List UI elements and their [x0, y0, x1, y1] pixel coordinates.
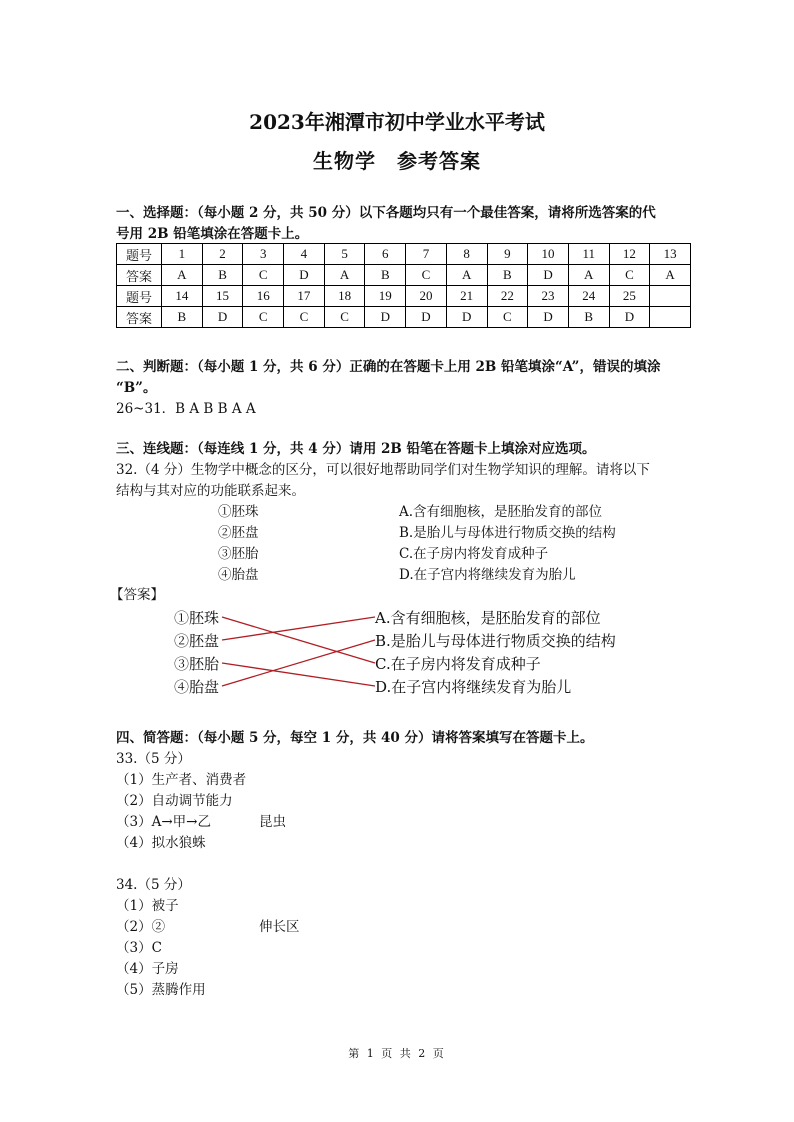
table-cell: D	[609, 307, 650, 328]
q34-answer: （3）C	[116, 940, 162, 956]
section3-heading: 三、连线题：（每连线 1 分，共 4 分）请用 2B 铅笔在答题卡上填涂对应选项。	[116, 441, 596, 457]
table-cell: A	[446, 265, 487, 286]
table-cell: 12	[609, 244, 650, 265]
table-cell: 13	[650, 244, 691, 265]
table-cell: 24	[568, 286, 609, 307]
table-cell: 2	[202, 244, 243, 265]
table-cell: D	[202, 307, 243, 328]
table-cell: 7	[406, 244, 447, 265]
table-cell: 22	[487, 286, 528, 307]
table-cell: 6	[365, 244, 406, 265]
table-cell: B	[568, 307, 609, 328]
table-cell: 9	[487, 244, 528, 265]
page-title: 2023年湘潭市初中学业水平考试	[249, 110, 545, 134]
section2-answer: 26~31．B A B B A A	[116, 401, 256, 417]
structure-item: ④胎盘	[218, 567, 259, 583]
table-cell: A	[650, 265, 691, 286]
table-cell: 4	[284, 244, 325, 265]
table-header-cell: 答案	[117, 307, 162, 328]
structure-item: ②胚盘	[218, 525, 259, 541]
q33-answer: （1）生产者、消费者	[116, 772, 247, 788]
match-line-3-D	[222, 663, 375, 686]
table-cell: C	[284, 307, 325, 328]
page-footer: 第 1 页 共 2 页	[348, 1047, 446, 1060]
table-cell: C	[243, 265, 284, 286]
q34-answer: （1）被子	[116, 898, 179, 914]
table-cell: B	[365, 265, 406, 286]
section1-heading-line1: 一、选择题：（每小题 2 分，共 50 分）以下各题均只有一个最佳答案，请将所选答案的代	[116, 205, 656, 221]
table-header-cell: 题号	[117, 286, 162, 307]
answer-structure-item: ②胚盘	[174, 632, 220, 650]
q33-answer: （3）A→甲→乙	[116, 814, 211, 830]
table-cell: D	[446, 307, 487, 328]
table-cell: C	[324, 307, 365, 328]
answer-structure-item: ③胚胎	[174, 655, 220, 673]
table-cell: C	[487, 307, 528, 328]
table-cell: B	[162, 307, 203, 328]
table-cell: 10	[528, 244, 569, 265]
table-cell: 11	[568, 244, 609, 265]
function-item: C.在子房内将发育成种子	[399, 546, 549, 562]
section2-heading-line1: 二、判断题：（每小题 1 分，共 6 分）正确的在答题卡上用 2B 铅笔填涂“A”，错误的填涂	[116, 359, 661, 375]
table-cell: D	[284, 265, 325, 286]
match-line-4-B	[222, 640, 375, 686]
answer-function-item: D.在子宫内将继续发育为胎儿	[375, 678, 572, 696]
q33-title: 33.（5 分）	[116, 751, 191, 767]
table-cell: 1	[162, 244, 203, 265]
table-cell: A	[568, 265, 609, 286]
function-item: A.含有细胞核，是胚胎发育的部位	[399, 504, 603, 520]
table-cell: 20	[406, 286, 447, 307]
table-cell: D	[528, 307, 569, 328]
table-cell: 5	[324, 244, 365, 265]
table-cell: 23	[528, 286, 569, 307]
section2-heading-line2: “B”。	[116, 380, 157, 396]
table-cell: D	[528, 265, 569, 286]
table-cell: 17	[284, 286, 325, 307]
table-cell: C	[406, 265, 447, 286]
table-cell: 25	[609, 286, 650, 307]
page-subtitle: 生物学 参考答案	[313, 149, 481, 173]
answer-function-item: A.含有细胞核，是胚胎发育的部位	[375, 609, 601, 627]
q32-text-line1: 32.（4 分）生物学中概念的区分，可以很好地帮助同学们对生物学知识的理解。请将以下	[116, 462, 650, 478]
table-cell: C	[609, 265, 650, 286]
q34-answer: 伸长区	[259, 919, 300, 935]
table-cell: A	[162, 265, 203, 286]
table-cell: D	[406, 307, 447, 328]
q34-title: 34.（5 分）	[116, 877, 191, 893]
answer-function-item: B.是胎儿与母体进行物质交换的结构	[375, 632, 616, 650]
table-header-cell: 答案	[117, 265, 162, 286]
table-cell: 15	[202, 286, 243, 307]
table-cell: B	[202, 265, 243, 286]
table-cell: A	[324, 265, 365, 286]
answer-structure-item: ①胚珠	[174, 609, 220, 627]
table-cell: 14	[162, 286, 203, 307]
table-cell: 16	[243, 286, 284, 307]
table-cell: 8	[446, 244, 487, 265]
q32-text-line2: 结构与其对应的功能联系起来。	[116, 483, 305, 499]
match-line-2-A	[222, 617, 375, 640]
table-cell: 21	[446, 286, 487, 307]
table-cell: B	[487, 265, 528, 286]
section4-heading: 四、简答题：（每小题 5 分，每空 1 分，共 40 分）请将答案填写在答题卡上。	[116, 730, 594, 746]
table-header-cell: 题号	[117, 244, 162, 265]
answer-function-item: C.在子房内将发育成种子	[375, 655, 541, 673]
table-cell: C	[243, 307, 284, 328]
function-item: B.是胎儿与母体进行物质交换的结构	[399, 525, 616, 541]
q33-answer: （4）拟水狼蛛	[116, 835, 206, 851]
q34-answer: （5）蒸腾作用	[116, 982, 206, 998]
function-item: D.在子宫内将继续发育为胎儿	[399, 567, 576, 583]
q34-answer: （4）子房	[116, 961, 179, 977]
q33-answer: 昆虫	[259, 814, 286, 830]
table-cell: 3	[243, 244, 284, 265]
table-cell: 19	[365, 286, 406, 307]
answer-label: 【答案】	[110, 587, 164, 603]
structure-item: ①胚珠	[218, 504, 259, 520]
match-line-1-C	[222, 617, 375, 663]
section1-heading-line2: 号用 2B 铅笔填涂在答题卡上。	[116, 226, 309, 242]
table-cell: D	[365, 307, 406, 328]
q34-answer: （2）②	[116, 919, 166, 935]
table-cell: 18	[324, 286, 365, 307]
q33-answer: （2）自动调节能力	[116, 793, 233, 809]
answer-structure-item: ④胎盘	[174, 678, 220, 696]
structure-item: ③胚胎	[218, 546, 259, 562]
